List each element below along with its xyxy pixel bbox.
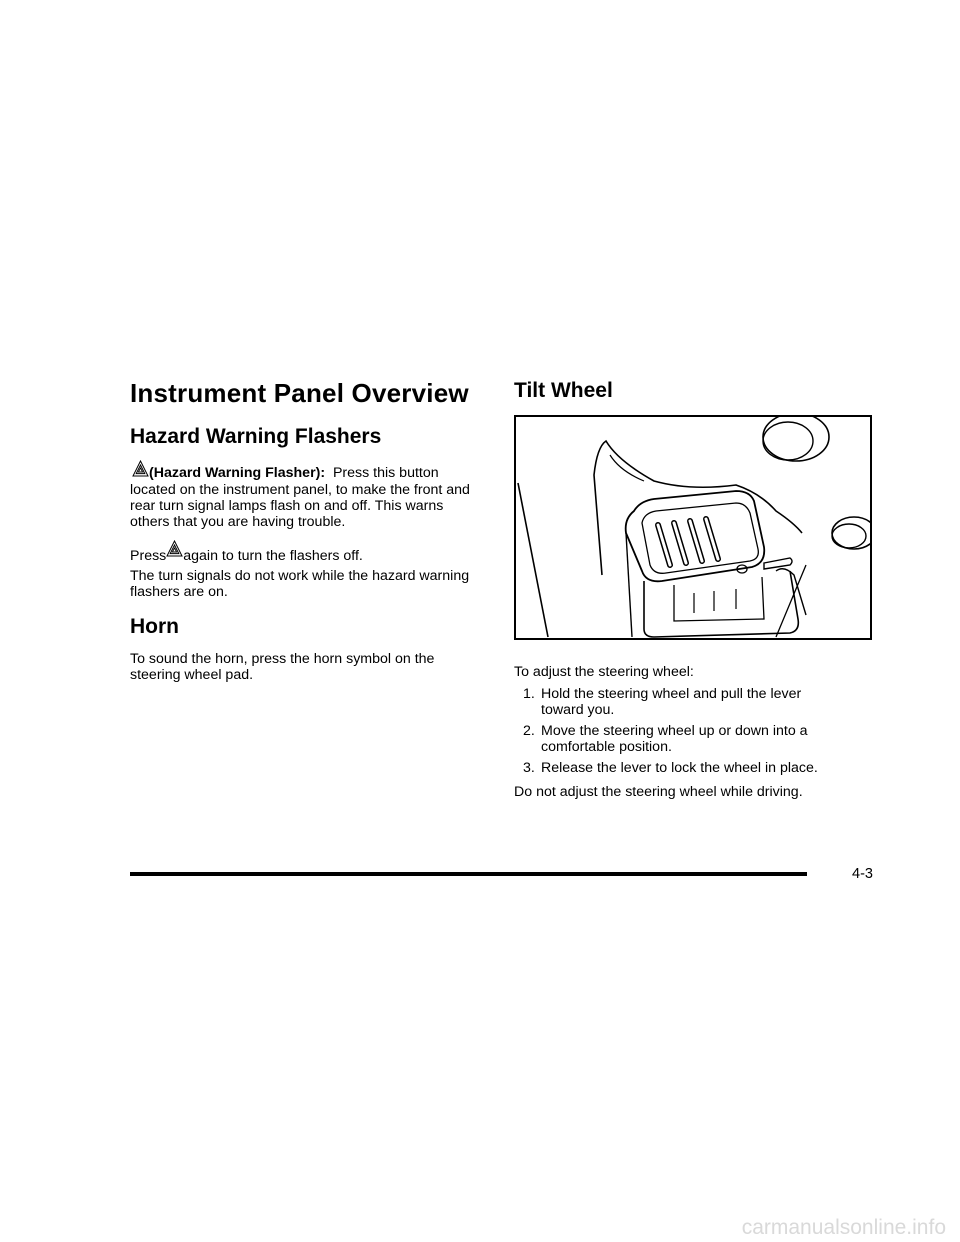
- section-title: Instrument Panel Overview: [130, 378, 469, 408]
- hazard-paragraph-line-4: others that you are having trouble.: [130, 514, 346, 530]
- step-number: 1.: [523, 686, 535, 702]
- hazard-paragraph-line-2: located on the instrument panel, to make the front and: [130, 482, 470, 498]
- step-text-line-1: Hold the steering wheel and pull the lever: [541, 686, 802, 702]
- hazard-press-line: [130, 540, 363, 564]
- hazard-label: (Hazard Warning Flasher):: [149, 465, 326, 481]
- tilt-step-1: [523, 686, 863, 718]
- hazard-line1-rest: Press this button: [332, 465, 439, 481]
- horn-line-2: steering wheel pad.: [130, 667, 254, 683]
- watermark: carmanualsonline.info: [741, 1216, 946, 1239]
- step-text-line-1: Release the lever to lock the wheel in place.: [541, 760, 818, 776]
- hazard-note-line-1: The turn signals do not work while the hazard warning: [130, 568, 470, 584]
- step-text-line-1: Move the steering wheel up or down into a: [541, 723, 808, 739]
- footer-rule: [130, 872, 807, 876]
- tilt-step-2: [523, 723, 863, 755]
- hazard-triangle-icon: [166, 540, 183, 558]
- tilt-caution: Do not adjust the steering wheel while driving.: [514, 784, 803, 800]
- press-after: again to turn the flashers off.: [183, 548, 363, 564]
- hazard-paragraph-line-1: [132, 460, 439, 481]
- step-number: 3.: [523, 760, 535, 776]
- horn-heading: Horn: [130, 615, 179, 638]
- tilt-intro: To adjust the steering wheel:: [514, 664, 694, 680]
- hazard-heading: Hazard Warning Flashers: [130, 425, 382, 448]
- tilt-heading: Tilt Wheel: [514, 379, 613, 402]
- step-text-line-2: toward you.: [541, 702, 615, 718]
- hazard-triangle-icon: [132, 460, 149, 478]
- page-number: 4-3: [852, 866, 873, 882]
- tilt-lever-illustration: [514, 415, 872, 640]
- horn-line-1: To sound the horn, press the horn symbol on the: [130, 651, 435, 667]
- press-before: Press: [130, 548, 167, 564]
- hazard-paragraph-line-3: rear turn signal lamps flash on and off. This warns: [130, 498, 444, 514]
- step-text-line-2: comfortable position.: [541, 739, 672, 755]
- step-number: 2.: [523, 723, 535, 739]
- hazard-note-line-2: flashers are on.: [130, 584, 228, 600]
- tilt-step-3: [523, 760, 863, 776]
